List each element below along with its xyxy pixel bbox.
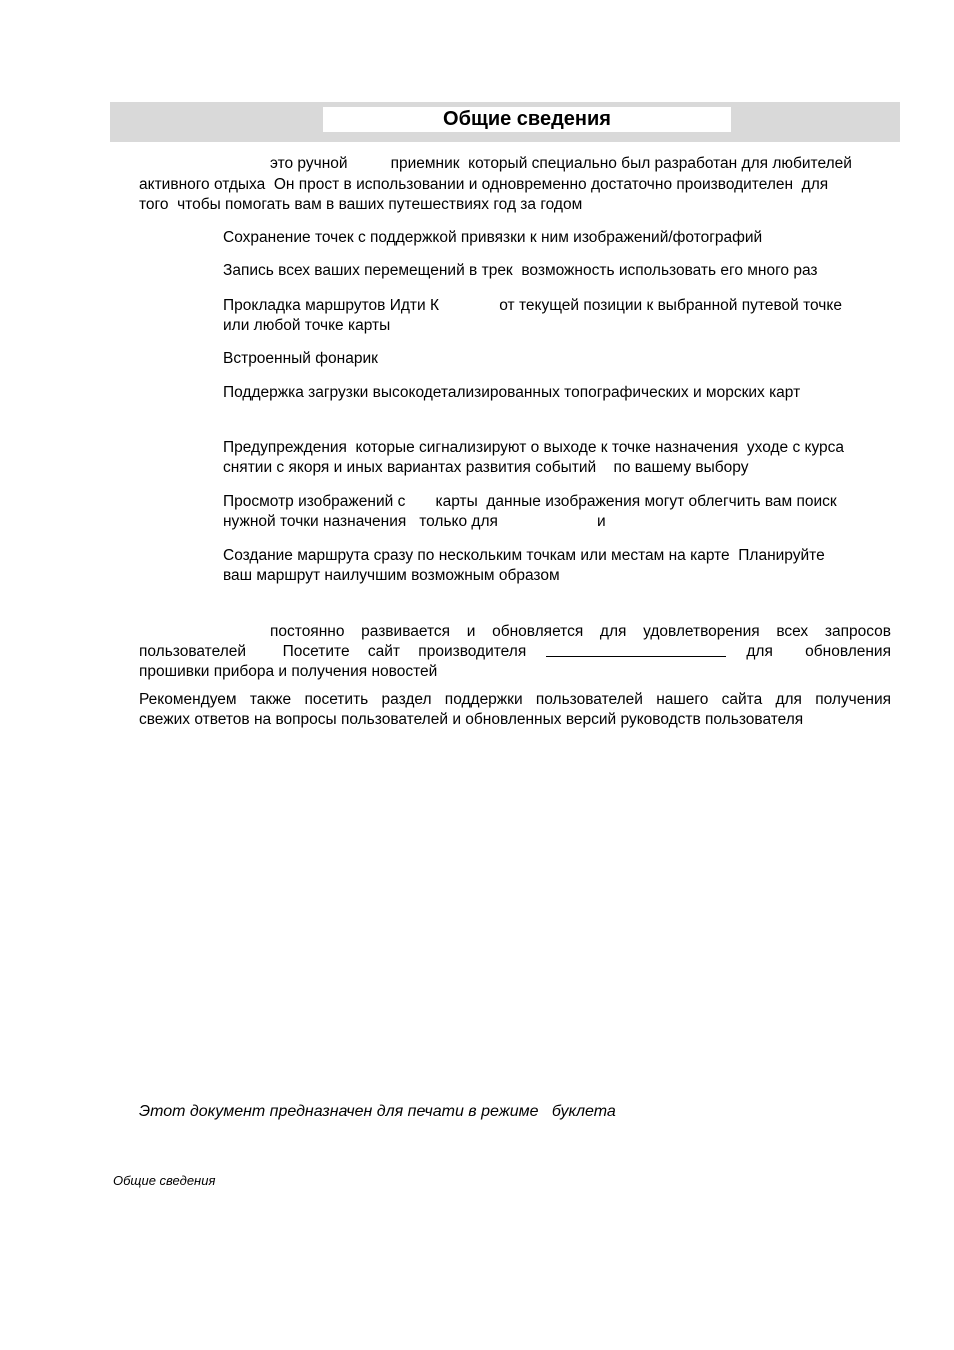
page-title: Общие сведения [323, 107, 731, 132]
intro-line-3: того чтобы помогать вам в ваших путешествиях год за годом [139, 196, 583, 213]
feature-maps: Поддержка загрузки высокодетализированных топографических и морских карт [223, 384, 801, 401]
feature-images-line-2: нужной точки назначения только для и [223, 513, 606, 530]
updates-line-2-start: пользователей Посетите сайт производителя [139, 643, 527, 660]
feature-waypoints: Сохранение точек с поддержкой привязки к ним изображений/фотографий [223, 229, 763, 246]
website-blank [546, 642, 726, 657]
feature-track: Запись всех ваших перемещений в трек возможность использовать его много раз [223, 262, 818, 279]
feature-goto-line-1: Прокладка маршрутов Идти К от текущей позиции к выбранной путевой точке [223, 297, 842, 314]
support-line-1: Рекомендуем также посетить раздел поддержки пользователей нашего сайта для получения [139, 691, 891, 708]
feature-route-line-2: ваш маршрут наилучшим возможным образом [223, 567, 560, 584]
feature-images-line-1: Просмотр изображений с карты данные изображения могут облегчить вам поиск [223, 493, 837, 510]
updates-line-2 [139, 642, 891, 662]
updates-line-3: прошивки прибора и получения новостей [139, 663, 438, 680]
intro-line-2: активного отдыха Он прост в использовании и одновременно достаточно производителен для [139, 176, 829, 193]
updates-line-1: постоянно развивается и обновляется для удовлетворения всех запросов [270, 623, 891, 640]
intro-line-1: это ручной приемник который специально был разработан для любителей [270, 155, 852, 172]
feature-route-line-1: Создание маршрута сразу по нескольким точкам или местам на карте Планируйте [223, 547, 825, 564]
feature-goto-line-2: или любой точке карты [223, 317, 391, 334]
feature-flashlight: Встроенный фонарик [223, 350, 378, 367]
updates-line-2-end: для обновления [746, 643, 891, 660]
feature-alarms-line-2: снятии с якоря и иных вариантах развития событий по вашему выбору [223, 459, 749, 476]
feature-alarms-line-1: Предупреждения которые сигнализируют о выходе к точке назначения уходе с курса [223, 439, 845, 456]
support-line-2: свежих ответов на вопросы пользователей и обновленных версий руководств пользователя [139, 711, 804, 728]
page-footer: Общие сведения [113, 1173, 216, 1188]
print-note: Этот документ предназначен для печати в режиме буклета [139, 1103, 616, 1120]
